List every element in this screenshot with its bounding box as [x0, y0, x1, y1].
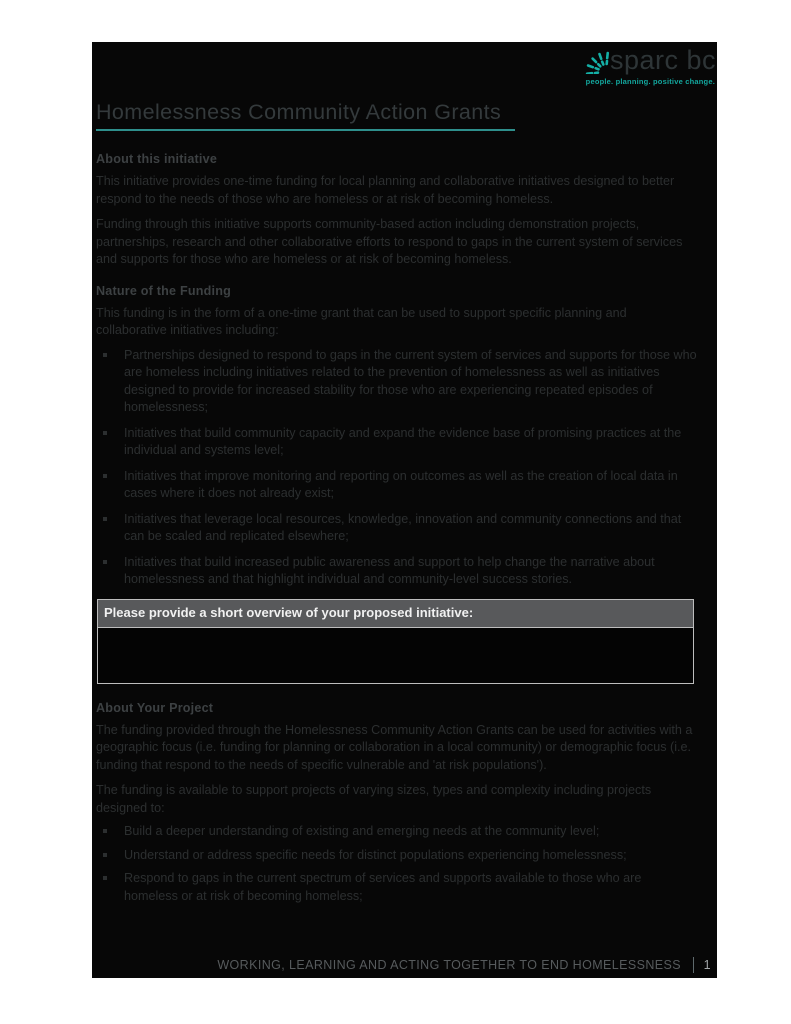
- page-title: Homelessness Community Action Grants: [96, 100, 515, 131]
- bullet-item: Build a deeper understanding of existing and emerging needs at the community level;: [124, 823, 697, 841]
- paragraph: This funding is in the form of a one-time grant that can be used to support specific planning and collaborative initiatives including:: [96, 305, 627, 337]
- sparc-logo-row: [576, 45, 716, 76]
- bullet-item: Respond to gaps in the current spectrum of services and supports available to those who are homeless or at risk of becoming homeless;: [124, 870, 697, 905]
- bullet-item: Understand or address specific needs for distinct populations experiencing homelessness;: [124, 847, 697, 865]
- bullet-item: Initiatives that improve monitoring and reporting on outcomes as well as the creation of local data in cases where it does not already exist;: [124, 468, 697, 503]
- footer-divider: [693, 957, 694, 973]
- paragraph: The funding provided through the Homelessness Community Action Grants can be used for activities with a geographic focus (i.e. funding for planning or collaboration in a local community) or demographic focus (i.e. funding that respond to the needs of specific vulnerable and 'at risk populations').: [96, 722, 693, 772]
- brand-wordmark: sparc bc: [609, 45, 716, 75]
- document-page: [92, 42, 717, 978]
- paragraph: The funding is available to support projects of varying sizes, types and complexity including projects designed to:: [96, 783, 652, 815]
- overview-form-group: [97, 599, 694, 684]
- section-about-initiative: [96, 151, 697, 269]
- overview-textarea[interactable]: [98, 628, 693, 683]
- paragraph: Funding through this initiative supports community-based action including demonstration projects, partnerships, research and other collaborative efforts to respond to gaps in the current system of services and supports for those who are homeless or at risk of becoming homeless.: [96, 217, 683, 266]
- section-nature-of-funding: [96, 283, 697, 589]
- page-content: [92, 151, 717, 905]
- bullet-item: Initiatives that build increased public awareness and support to help change the narrative about homelessness and that highlight individual and community-level success stories.: [124, 554, 697, 589]
- bullet-item: Initiatives that leverage local resources, knowledge, innovation and community connections and that can be scaled and replicated elsewhere;: [124, 511, 697, 546]
- brand-tagline: people. planning. positive change.: [585, 77, 715, 86]
- section-heading: About Your Project: [96, 700, 214, 715]
- title-wrap: [96, 100, 697, 131]
- section-about-project: [96, 700, 697, 906]
- bullet-item: Initiatives that build community capacity and expand the evidence base of promising practices at the individual and systems level;: [124, 425, 697, 460]
- project-bullet-list: [96, 823, 697, 905]
- section-heading: About this initiative: [96, 152, 218, 166]
- paragraph: This initiative provides one-time funding for local planning and collaborative initiatives designed to better respond to the needs of those who are homeless or at risk of becoming homeless.: [96, 174, 675, 206]
- overview-field-label: Please provide a short overview of your proposed initiative:: [98, 600, 693, 628]
- footer-tagline: WORKING, LEARNING AND ACTING TOGETHER TO END HOMELESSNESS: [217, 958, 681, 972]
- section-heading: Nature of the Funding: [96, 283, 232, 298]
- sparc-burst-icon: [576, 42, 612, 74]
- sparc-logo: [576, 45, 716, 86]
- page-number: 1: [703, 958, 711, 972]
- bullet-item: Partnerships designed to respond to gaps in the current system of services and supports for those who are homeless including initiatives related to the prevention of homelessness as well as initiatives designed to provide for increased stability for those who are experiencing repeated episodes of homelessness;: [124, 347, 697, 417]
- page-footer: [92, 957, 717, 973]
- funding-bullet-list: [96, 347, 697, 589]
